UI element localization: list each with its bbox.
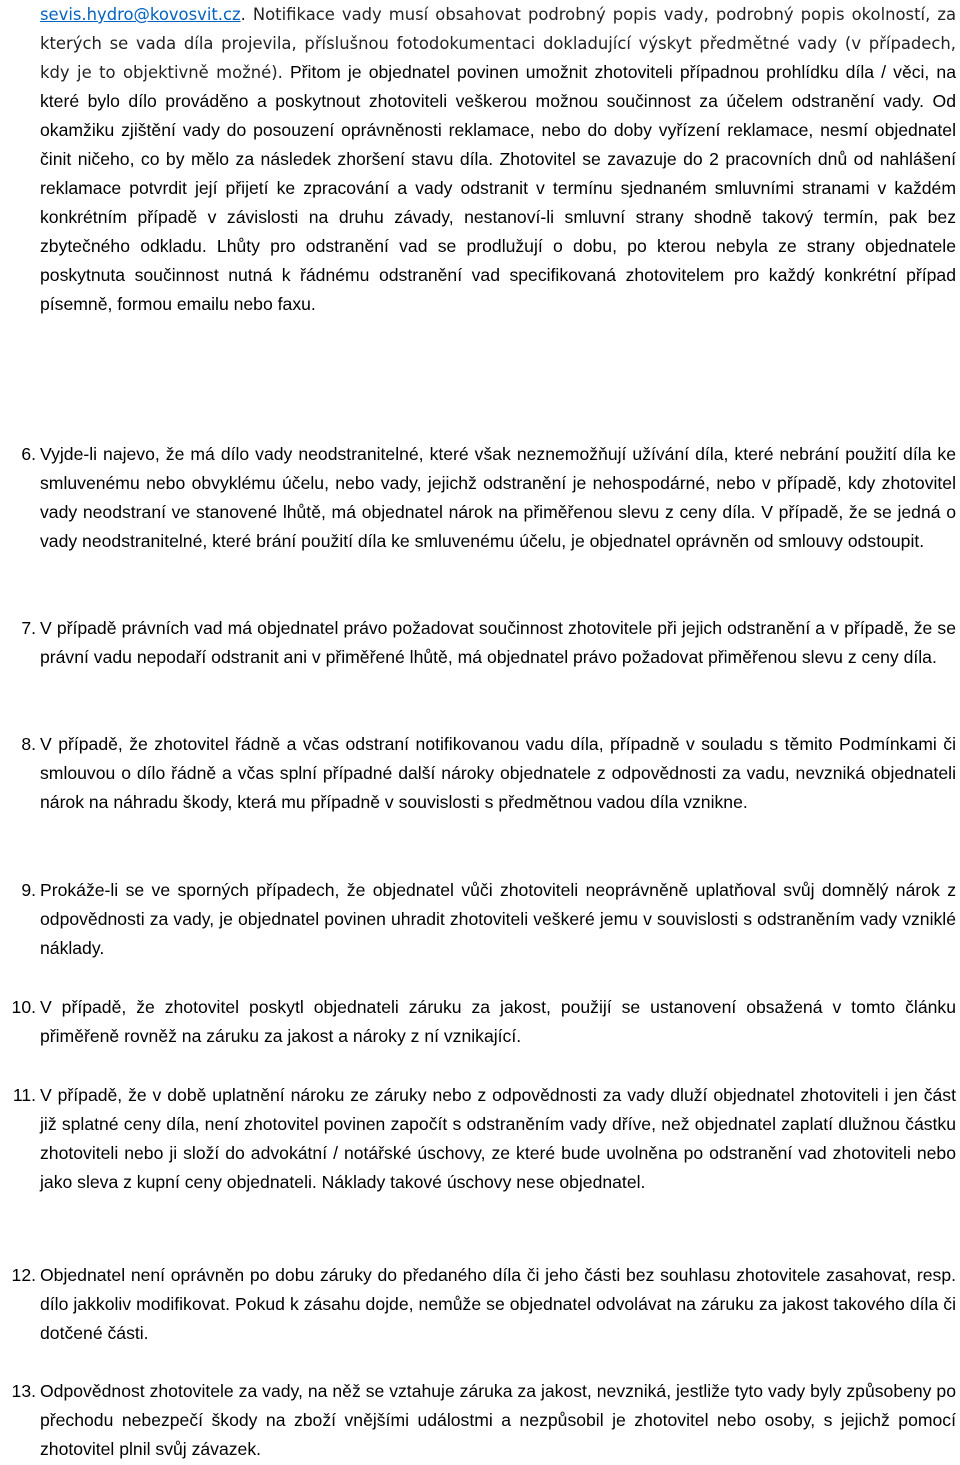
list-item-number: 12. <box>11 1265 36 1285</box>
list-item-number: 11. <box>12 1085 36 1105</box>
list-item-text: V případě, že zhotovitel řádně a včas odstraní notifikovanou vadu díla, případně v souladu s těmito Podmínkami či smlouvou o dílo řádně a včas splní případné další nároky objednatele z odpovědnosti za vadu, nevzniká objednateli nárok na náhradu škody, která mu případně v souvislosti s předmětnou vadou díla vznikne. <box>40 734 956 812</box>
list-item-number: 10. <box>11 997 36 1017</box>
list-item-text: V případě právních vad má objednatel právo požadovat součinnost zhotovitele při jejich odstranění a v případě, že se právní vadu nepodaří odstranit ani v přiměřené lhůtě, má objednatel právo požadovat přiměřenou slevu z ceny díla. <box>40 618 956 667</box>
list-item-number: 6. <box>21 444 36 464</box>
list-item-text: Vyjde-li najevo, že má dílo vady neodstranitelné, které však neznemožňují užívání díla, které nebrání použití díla ke smluvenému nebo obvyklému účelu, nebo vady, jejichž odstranění je nehospodárné, nebo v případě, kdy zhotovitel vady neodstraní ve stanovené lhůtě, má objednatel nárok na přiměřenou slevu z ceny díla. V případě, že se jedná o vady neodstranitelné, které brání použití díla ke smluvenému účelu, je objednatel oprávněn od smlouvy odstoupit. <box>40 444 956 551</box>
service-email-link[interactable]: sevis.hydro@kovosvit.cz <box>40 5 241 24</box>
intro-text-obligations: Přitom je objednatel povinen umožnit zhotoviteli případnou prohlídku díla / věci, na které bylo dílo prováděno a poskytnout zhotoviteli veškerou možnou součinnost za účelem odstranění vady. Od okamžiku zjištění vady do posouzení oprávněnosti reklamace, nebo do doby vyřízení reklamace, nesmí objednatel činit ničeho, co by mělo za následek zhoršení stavu díla. Zhotovitel se zavazuje do 2 pracovních dnů od nahlášení reklamace potvrdit její přijetí ke zpracování a vady odstranit v termínu sjednaném smluvními stranami v každém konkrétním případě v závislosti na druhu závady, nestanoví-li smluvní strany shodně takový termín, pak bez zbytečného odkladu. Lhůty pro odstranění vad se prodlužují o dobu, po kterou nebyla ze strany objednatele poskytnuta součinnost nutná k řádnému odstranění vad specifikovaná zhotovitelem pro každý konkrétní případ písemně, formou emailu nebo faxu. <box>40 62 957 314</box>
list-item-text: V případě, že v době uplatnění nároku ze záruky nebo z odpovědnosti za vady dluží objednatel zhotoviteli i jen část již splatné ceny díla, není zhotovitel povinen započít s odstraněním vady dříve, než objednatel zaplatí dlužnou částku zhotoviteli nebo ji složí do advokátní / notářské úschovy, ze které bude uvolněna po odstranění vad zhotoviteli nebo jako sleva z kupní ceny objednateli. Náklady takové úschovy nese objednatel. <box>40 1085 956 1192</box>
list-item-text: Odpovědnost zhotovitele za vady, na něž se vztahuje záruka za jakost, nevzniká, jestliže tyto vady byly způsobeny po přechodu nebezpečí škody na zboží vnějšími událostmi a nezpůsobil je zhotovitel nebo osoby, s jejichž pomocí zhotovitel plnil svůj závazek. <box>40 1381 956 1459</box>
intro-text-notification: . Notifikace vady musí obsahovat podrobný popis vady, podrobný popis okolností, za kterých se vada díla projevila, příslušnou fotodokumentaci dokladující výskyt předmětné vady (v případech, kdy je to objektivně možné). <box>40 5 956 82</box>
list-item-text: Prokáže-li se ve sporných případech, že objednatel vůči zhotoviteli neoprávněně uplatňoval svůj domnělý nárok z odpovědnosti za vady, je objednatel povinen uhradit zhotoviteli veškeré jemu v souvislosti s odstraněním vady vzniklé náklady. <box>40 880 956 958</box>
list-item-number: 8. <box>21 734 36 754</box>
list-item-number: 7. <box>21 618 36 638</box>
intro-paragraph <box>40 0 956 319</box>
list-item-text: Objednatel není oprávněn po dobu záruky do předaného díla či jeho části bez souhlasu zhotovitele zasahovat, resp. dílo jakkoliv modifikovat. Pokud k zásahu dojde, nemůže se objednatel odvolávat na záruku za jakost takového díla či dotčené části. <box>40 1265 956 1343</box>
list-item-number: 9. <box>21 880 36 900</box>
list-item-number: 13. <box>11 1381 36 1401</box>
list-item-text: V případě, že zhotovitel poskytl objednateli záruku za jakost, použijí se ustanovení obsažená v tomto článku přiměřeně rovněž na záruku za jakost a nároky z ní vznikající. <box>40 997 956 1046</box>
